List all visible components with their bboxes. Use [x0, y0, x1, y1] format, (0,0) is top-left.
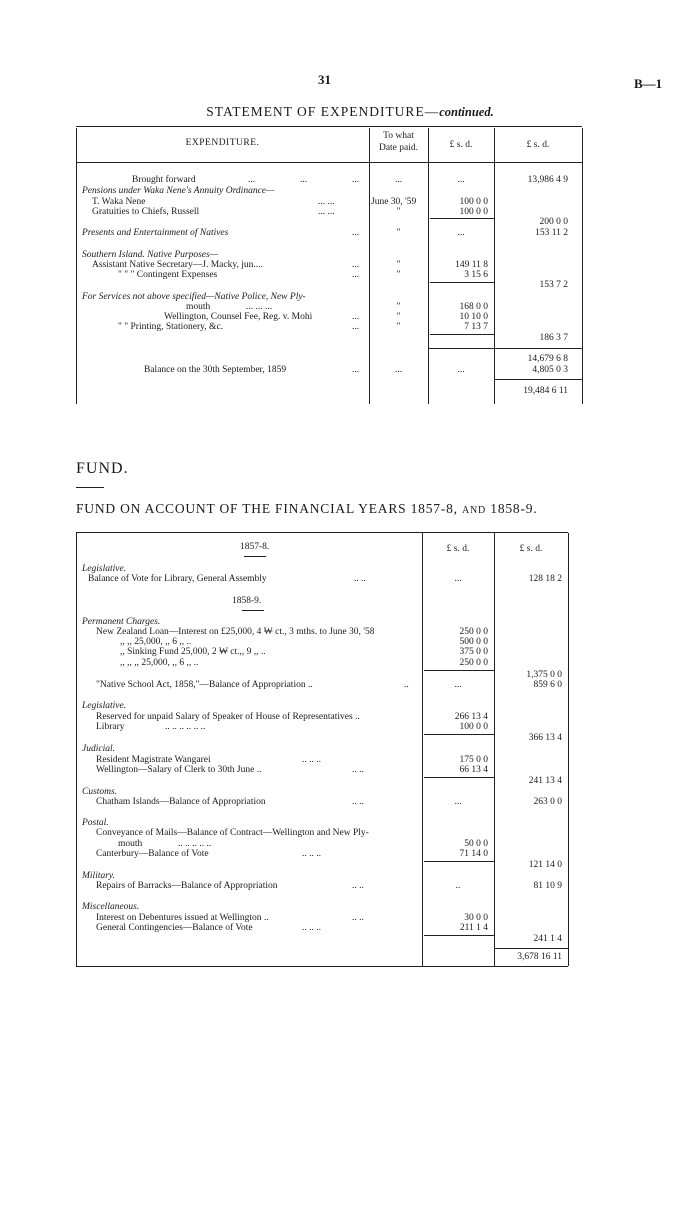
- header-lsd-2: £ s. d.: [526, 140, 550, 150]
- library-c1: 100 0 0: [459, 722, 488, 732]
- brought-c1: ...: [457, 175, 465, 185]
- balance-label: Balance on the 30th September, 1859: [144, 365, 287, 375]
- loan-row-4-c1: 250 0 0: [459, 658, 488, 668]
- subtotal-rule: [424, 777, 494, 778]
- mails-label: Conveyance of Mails—Balance of Contract—Wellington and New Ply-: [96, 828, 369, 838]
- canterbury-c1: 71 14 0: [459, 849, 488, 859]
- subtotal-rule: [424, 670, 494, 671]
- school-act-c1: ...: [454, 680, 462, 690]
- year-rule: [242, 610, 264, 611]
- title-continued: continued.: [439, 105, 494, 119]
- mouth-date: ": [396, 302, 401, 312]
- balance-total: 4,805 0 3: [532, 365, 568, 375]
- grand-rule: [494, 948, 568, 949]
- wellington-fee-date: ": [396, 312, 401, 322]
- page-number: 31: [318, 72, 331, 87]
- speaker-c1: 266 13 4: [454, 712, 488, 722]
- subtotal-rule: [430, 218, 494, 219]
- waka-label: T. Waka Nene: [92, 197, 146, 207]
- year-1858-9: 1858-9.: [232, 596, 262, 606]
- grand-total: 19,484 6 11: [523, 386, 568, 396]
- table-right-border: [582, 128, 583, 404]
- printing-c1: 7 13 7: [464, 322, 488, 332]
- sinking-fund-label: ,, Sinking Fund 25,000, 2 ₩ ct.,, 9 ,, ..: [120, 647, 266, 657]
- dots: ... ...: [318, 197, 335, 207]
- balance-c1: ...: [457, 365, 465, 375]
- table-right-border: [568, 533, 569, 966]
- printing-date: ": [396, 322, 401, 332]
- col-divider: [494, 533, 495, 966]
- military-heading: Military.: [82, 871, 115, 881]
- assistant-c1: 149 11 8: [455, 260, 488, 270]
- library-vote-c1: ...: [454, 574, 462, 584]
- mouth-2-c1: 50 0 0: [464, 839, 488, 849]
- presents-c1: ...: [457, 228, 465, 238]
- printing-label: " " Printing, Stationery, &c.: [118, 322, 224, 332]
- library-vote-label: Balance of Vote for Library, General Assembly: [88, 574, 267, 584]
- waka-date: June 30, '59: [371, 197, 417, 207]
- postal-total: 121 14 0: [528, 860, 562, 870]
- resident-magistrate-c1: 175 0 0: [459, 755, 488, 765]
- chatham-c1: ...: [454, 797, 462, 807]
- title-main: STATEMENT OF EXPENDITURE—: [206, 104, 440, 119]
- permanent-heading: Permanent Charges.: [82, 617, 161, 627]
- barracks-total: 81 10 9: [533, 881, 562, 891]
- assistant-label: Assistant Native Secretary—J. Macky, jun....: [92, 260, 263, 270]
- gratuities-total: 200 0 0: [539, 217, 568, 227]
- subtotal-rule: [430, 334, 494, 335]
- waka-c1: 100 0 0: [459, 197, 488, 207]
- dots: ...: [352, 175, 360, 185]
- year-1857-8: 1857-8.: [240, 542, 270, 552]
- gratuities-label: Gratuities to Chiefs, Russell: [92, 207, 200, 217]
- loan-row-2-c1: 500 0 0: [459, 637, 488, 647]
- contingent-date: ": [396, 270, 401, 280]
- dots: ...: [352, 260, 360, 270]
- fund-title: [76, 501, 538, 517]
- dots: ...: [248, 175, 256, 185]
- table-left-border: [76, 128, 77, 404]
- miscellaneous-total: 241 1 4: [533, 934, 562, 944]
- resident-magistrate-label: Resident Magistrate Wangarei: [96, 755, 211, 765]
- brought-date: ...: [394, 175, 403, 185]
- col-divider: [428, 128, 429, 404]
- miscellaneous-heading: Miscellaneous.: [82, 902, 140, 912]
- subtotal-rule: [430, 282, 494, 283]
- dots: .. ..: [352, 765, 364, 775]
- dots: .. ..: [352, 881, 364, 891]
- general-contingencies-label: General Contingencies—Balance of Vote: [96, 923, 253, 933]
- fund-grand-total: 3,678 16 11: [517, 952, 562, 962]
- year-rule: [244, 556, 266, 557]
- sinking-fund-c1: 375 0 0: [459, 647, 488, 657]
- fund-heading: FUND.: [76, 460, 129, 477]
- sum-rule: [428, 348, 582, 349]
- header-rule: [76, 162, 582, 163]
- col-divider: [422, 533, 423, 966]
- clerk-c1: 66 13 4: [459, 765, 488, 775]
- southern-total: 153 7 2: [539, 280, 568, 290]
- grand-rule: [494, 379, 582, 380]
- barracks-c1: ..: [455, 881, 461, 891]
- dots: ...: [300, 175, 308, 185]
- pensions-heading: Pensions under Waka Nene's Annuity Ordinance—: [82, 186, 275, 196]
- col-divider: [494, 128, 495, 404]
- dots: .. .. ..: [302, 849, 321, 859]
- debentures-c1: 30 0 0: [464, 913, 488, 923]
- dots: ... ... ...: [246, 302, 273, 312]
- header-expenditure: EXPENDITURE.: [185, 138, 260, 148]
- assistant-date: ": [396, 260, 401, 270]
- fund-header-lsd-1: £ s. d.: [446, 544, 470, 554]
- judicial-total: 241 13 4: [528, 776, 562, 786]
- dots: ..: [404, 680, 409, 690]
- wellington-fee-label: Wellington, Counsel Fee, Reg. v. Mohi: [164, 312, 313, 322]
- mouth-2-label: mouth: [118, 839, 143, 849]
- legislative-heading-2: Legislative.: [82, 701, 127, 711]
- dots: .. ..: [354, 574, 366, 584]
- legislative-heading: Legislative.: [82, 564, 127, 574]
- subtotal-rule: [424, 734, 494, 735]
- chatham-label: Chatham Islands—Balance of Appropriation: [96, 797, 266, 807]
- fund-title-main: FUND ON ACCOUNT OF THE FINANCIAL YEARS 1857-8,: [76, 501, 458, 516]
- gratuities-c1: 100 0 0: [459, 207, 488, 217]
- fund-title-and: AND: [462, 505, 487, 516]
- brought-total: 13,986 4 9: [527, 175, 568, 185]
- library-vote-total: 128 18 2: [528, 574, 562, 584]
- page-reference: B—1: [634, 76, 663, 91]
- loan-row-2: ,, ,, 25,000, ,, 6 ,, ..: [120, 637, 192, 647]
- dots: .. ..: [352, 913, 364, 923]
- barracks-label: Repairs of Barracks—Balance of Appropriation: [96, 881, 278, 891]
- contingent-label: " " " Contingent Expenses: [118, 270, 218, 280]
- dots: ...: [352, 228, 360, 238]
- permanent-total: 1,375 0 0: [526, 670, 562, 680]
- dots: .. .. ..: [302, 755, 321, 765]
- services-label: For Services not above specified—Native Police, New Ply-: [82, 292, 306, 302]
- postal-heading: Postal.: [82, 818, 109, 828]
- speaker-label: Reserved for unpaid Salary of Speaker of House of Representatives ..: [96, 712, 360, 722]
- legislative-total: 366 13 4: [528, 733, 562, 743]
- header-date-2: Date paid.: [378, 143, 419, 153]
- gratuities-date: ": [396, 207, 401, 217]
- southern-heading: Southern Island. Native Purposes—: [82, 250, 219, 260]
- judicial-heading: Judicial.: [82, 744, 115, 754]
- presents-total: 153 11 2: [535, 228, 568, 238]
- subtotal-rule: [424, 935, 494, 936]
- header-date-1: To what: [383, 131, 414, 141]
- sum-total: 14,679 6 8: [527, 354, 568, 364]
- nz-loan-c1: 250 0 0: [459, 627, 488, 637]
- dots: ...: [352, 365, 360, 375]
- school-act-label: "Native School Act, 1858,"—Balance of Appropriation ..: [96, 680, 313, 690]
- library-label: Library: [96, 722, 125, 732]
- heading-rule: [76, 487, 104, 488]
- page-title: [0, 104, 700, 120]
- subtotal-rule: [424, 861, 494, 862]
- customs-heading: Customs.: [82, 787, 118, 797]
- balance-date: ...: [394, 365, 403, 375]
- loan-row-4: ,, ,, ,, 25,000, ,, 6 ,, ..: [120, 658, 199, 668]
- nz-loan-label: New Zealand Loan—Interest on £25,000, 4 ₩ ct., 3 mths. to June 30, '58: [96, 627, 375, 637]
- mouth-c1: 168 0 0: [459, 302, 488, 312]
- dots: .. .. ..: [302, 923, 321, 933]
- fund-header-lsd-2: £ s. d.: [519, 544, 543, 554]
- dots: .. ..: [352, 797, 364, 807]
- fund-title-end: 1858-9.: [490, 501, 538, 516]
- dots: ...: [352, 270, 360, 280]
- contingent-c1: 3 15 6: [464, 270, 488, 280]
- presents-date: ": [396, 228, 401, 238]
- dots: ...: [352, 312, 360, 322]
- services-total: 186 3 7: [539, 333, 568, 343]
- debentures-label: Interest on Debentures issued at Wellington ..: [96, 913, 269, 923]
- canterbury-label: Canterbury—Balance of Vote: [96, 849, 209, 859]
- chatham-total: 263 0 0: [533, 797, 562, 807]
- table-left-border: [76, 533, 77, 966]
- dots: ... ...: [318, 207, 335, 217]
- clerk-label: Wellington—Salary of Clerk to 30th June ..: [96, 765, 262, 775]
- wellington-fee-c1: 10 10 0: [459, 312, 488, 322]
- general-contingencies-c1: 211 1 4: [459, 923, 488, 933]
- dots: .. .. .. .. ..: [178, 839, 212, 849]
- dots: .. .. .. .. .. ..: [165, 722, 206, 732]
- presents-label: Presents and Entertainment of Natives: [82, 228, 229, 238]
- mouth-label: mouth: [186, 302, 211, 312]
- header-lsd-1: £ s. d.: [449, 140, 473, 150]
- table-bottom-rule: [76, 966, 568, 967]
- brought-forward-label: Brought forward: [132, 175, 196, 185]
- school-act-total: 859 6 0: [533, 680, 562, 690]
- dots: ...: [352, 322, 360, 332]
- table-top-rule: [76, 126, 582, 127]
